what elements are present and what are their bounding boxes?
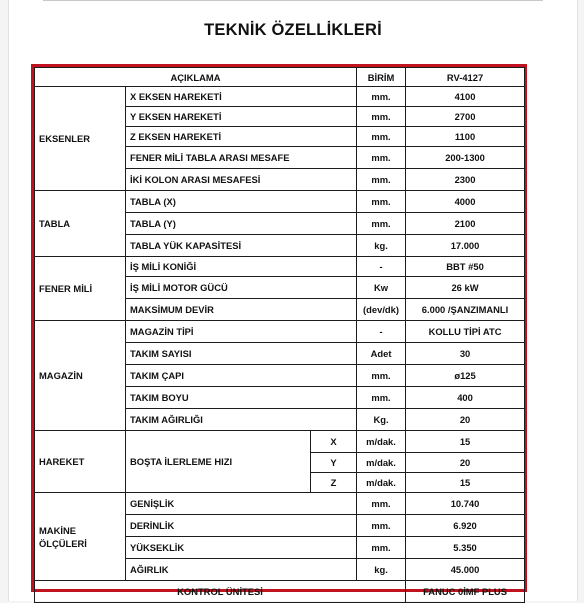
row-value: 45.000: [406, 559, 525, 581]
row-name: TAKIM BOYU: [126, 387, 357, 409]
row-unit: mm.: [357, 213, 406, 235]
row-name: İŞ MİLİ KONİĞİ: [126, 257, 357, 277]
footer-value: FANUC 0İMF PLUS: [406, 581, 525, 603]
row-value: 2300: [406, 169, 525, 191]
row-name: Z EKSEN HAREKETİ: [126, 127, 357, 147]
table-row: [35, 191, 525, 213]
row-value: 15: [406, 431, 525, 453]
row-value: 10.740: [406, 493, 525, 515]
row-unit: mm.: [357, 365, 406, 387]
row-value: 17.000: [406, 235, 525, 257]
row-value: 2700: [406, 107, 525, 127]
row-value: 4000: [406, 191, 525, 213]
row-value: 20: [406, 453, 525, 473]
row-unit: m/dak.: [357, 453, 406, 473]
table-row: [35, 87, 525, 107]
row-name: TABLA (Y): [126, 213, 357, 235]
group-makine-olculeri: [35, 493, 126, 581]
row-unit: Kg.: [357, 409, 406, 431]
row-name: İKİ KOLON ARASI MESAFESİ: [126, 169, 357, 191]
row-name: İŞ MİLİ MOTOR GÜCÜ: [126, 277, 357, 299]
row-name: DERİNLİK: [126, 515, 357, 537]
row-name: MAKSİMUM DEVİR: [126, 299, 357, 321]
row-name-bosta: BOŞTA İLERLEME HIZI: [126, 431, 311, 493]
row-unit: kg.: [357, 235, 406, 257]
row-name: MAGAZİN TİPİ: [126, 321, 357, 343]
table-row: [35, 257, 525, 277]
header-row: [35, 68, 525, 87]
row-value: 6.000 /ŞANZIMANLI: [406, 299, 525, 321]
row-unit: mm.: [357, 537, 406, 559]
footer-row: [35, 581, 525, 603]
row-name: FENER MİLİ TABLA ARASI MESAFE: [126, 147, 357, 169]
row-name: Y EKSEN HAREKETİ: [126, 107, 357, 127]
row-value: 26 kW: [406, 277, 525, 299]
row-value: 20: [406, 409, 525, 431]
row-value: 400: [406, 387, 525, 409]
row-unit: mm.: [357, 87, 406, 107]
header-unit: BİRİM: [357, 68, 406, 87]
row-unit: mm.: [357, 107, 406, 127]
row-value: 15: [406, 473, 525, 493]
row-unit: m/dak.: [357, 473, 406, 493]
row-unit: Adet: [357, 343, 406, 365]
row-value: 30: [406, 343, 525, 365]
header-desc: AÇIKLAMA: [35, 68, 357, 87]
row-name: TABLA (X): [126, 191, 357, 213]
group-fener-mili: FENER MİLİ: [35, 257, 126, 321]
row-name: TAKIM AĞIRLIĞI: [126, 409, 357, 431]
row-unit: mm.: [357, 169, 406, 191]
row-value: 200-1300: [406, 147, 525, 169]
page-title: TEKNİK ÖZELLİKLERİ: [204, 21, 382, 39]
row-unit: mm.: [357, 515, 406, 537]
top-rule: [43, 0, 543, 1]
row-unit: kg.: [357, 559, 406, 581]
row-unit: mm.: [357, 191, 406, 213]
row-value: 5.350: [406, 537, 525, 559]
row-unit: mm.: [357, 387, 406, 409]
row-value: 4100: [406, 87, 525, 107]
row-value: 6.920: [406, 515, 525, 537]
row-name: TAKIM SAYISI: [126, 343, 357, 365]
row-value: 2100: [406, 213, 525, 235]
spec-table: [34, 67, 525, 603]
row-unit: (dev/dk): [357, 299, 406, 321]
group-hareket: HAREKET: [35, 431, 126, 493]
row-name: AĞIRLIK: [126, 559, 357, 581]
row-name: GENİŞLİK: [126, 493, 357, 515]
row-unit: mm.: [357, 127, 406, 147]
table-row: [35, 493, 525, 515]
table-row: [35, 321, 525, 343]
row-name: X EKSEN HAREKETİ: [126, 87, 357, 107]
footer-label: KONTROL ÜNİTESİ: [35, 581, 406, 603]
row-name: YÜKSEKLİK: [126, 537, 357, 559]
row-name: TAKIM ÇAPI: [126, 365, 357, 387]
row-value: ø125: [406, 365, 525, 387]
row-name: TABLA YÜK KAPASİTESİ: [126, 235, 357, 257]
axis-label-z: Z: [311, 473, 357, 493]
row-unit: -: [357, 257, 406, 277]
group-tabla: TABLA: [35, 191, 126, 257]
group-magazin: MAGAZİN: [35, 321, 126, 431]
row-value: KOLLU TİPİ ATC: [406, 321, 525, 343]
row-unit: Kw: [357, 277, 406, 299]
header-model: RV-4127: [406, 68, 525, 87]
row-unit: mm.: [357, 493, 406, 515]
group-makine-line1: MAKİNE: [39, 524, 76, 536]
axis-label-x: X: [311, 431, 357, 453]
row-value: 1100: [406, 127, 525, 147]
row-unit: -: [357, 321, 406, 343]
row-unit: mm.: [357, 147, 406, 169]
axis-label-y: Y: [311, 453, 357, 473]
row-unit: m/dak.: [357, 431, 406, 453]
row-value: BBT #50: [406, 257, 525, 277]
table-row: [35, 431, 525, 453]
group-eksenler: EKSENLER: [35, 87, 126, 191]
group-makine-line2: ÖLÇÜLERİ: [39, 537, 87, 549]
